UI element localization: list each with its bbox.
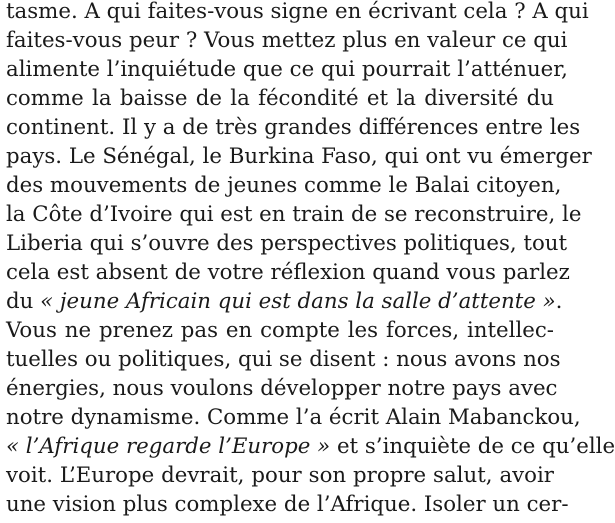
line-segment: faites-vous peur ? Vous mettez plus en valeur ce qui xyxy=(6,28,568,53)
text-line xyxy=(6,258,570,288)
line-segment: Vous ne prenez pas en compte les forces, intellec- xyxy=(6,318,554,343)
line-segment: énergies, nous voulons développer notre pays avec xyxy=(6,376,558,401)
text-line xyxy=(6,26,568,56)
line-segment: continent. Il y a de très grandes différences entre les xyxy=(6,115,581,140)
line-segment: une vision plus complexe de l’Afrique. Isoler un cer- xyxy=(6,492,569,517)
line-segment: . xyxy=(555,289,563,314)
text-line xyxy=(6,200,582,230)
text-line xyxy=(6,461,554,491)
text-line xyxy=(6,374,558,404)
line-segment: cela est absent de votre réflexion quand vous parlez xyxy=(6,260,570,285)
text-line xyxy=(6,432,615,462)
text-line xyxy=(6,84,554,114)
line-segment: notre dynamisme. Comme l’a écrit Alain Mabanckou, xyxy=(6,405,581,430)
line-segment: comme la baisse de la fécondité et la diversité du xyxy=(6,86,554,111)
text-line xyxy=(6,142,592,172)
line-segment: Liberia qui s’ouvre des perspectives politiques, tout xyxy=(6,231,568,256)
text-line xyxy=(6,316,554,346)
text-line xyxy=(6,229,568,259)
text-line xyxy=(6,490,569,520)
line-segment: des mouvements de jeunes comme le Balai citoyen, xyxy=(6,173,562,198)
quote-segment: « jeune Africain qui est dans la salle d’attente » xyxy=(40,289,556,314)
line-segment: la Côte d’Ivoire qui est en train de se reconstruire, le xyxy=(6,202,582,227)
text-line xyxy=(6,287,563,317)
line-segment: du xyxy=(6,289,41,314)
text-line xyxy=(6,0,589,27)
quote-segment: « l’Afrique regarde l’Europe » xyxy=(6,434,331,459)
line-segment: tuelles ou politiques, qui se disent : nous avons nos xyxy=(6,347,561,372)
line-segment: pays. Le Sénégal, le Burkina Faso, qui ont vu émerger xyxy=(6,144,592,169)
text-line xyxy=(6,171,562,201)
text-line xyxy=(6,345,561,375)
text-line xyxy=(6,403,581,433)
line-segment: voit. L’Europe devrait, pour son propre salut, avoir xyxy=(6,463,554,488)
line-segment: et s’inquiète de ce qu’elle xyxy=(330,434,615,459)
text-line xyxy=(6,55,568,85)
line-segment: alimente l’inquiétude que ce qui pourrait l’atténuer, xyxy=(6,57,568,82)
line-segment: tasme. A qui faites-vous signe en écrivant cela ? A qui xyxy=(6,0,589,24)
text-line xyxy=(6,113,581,143)
